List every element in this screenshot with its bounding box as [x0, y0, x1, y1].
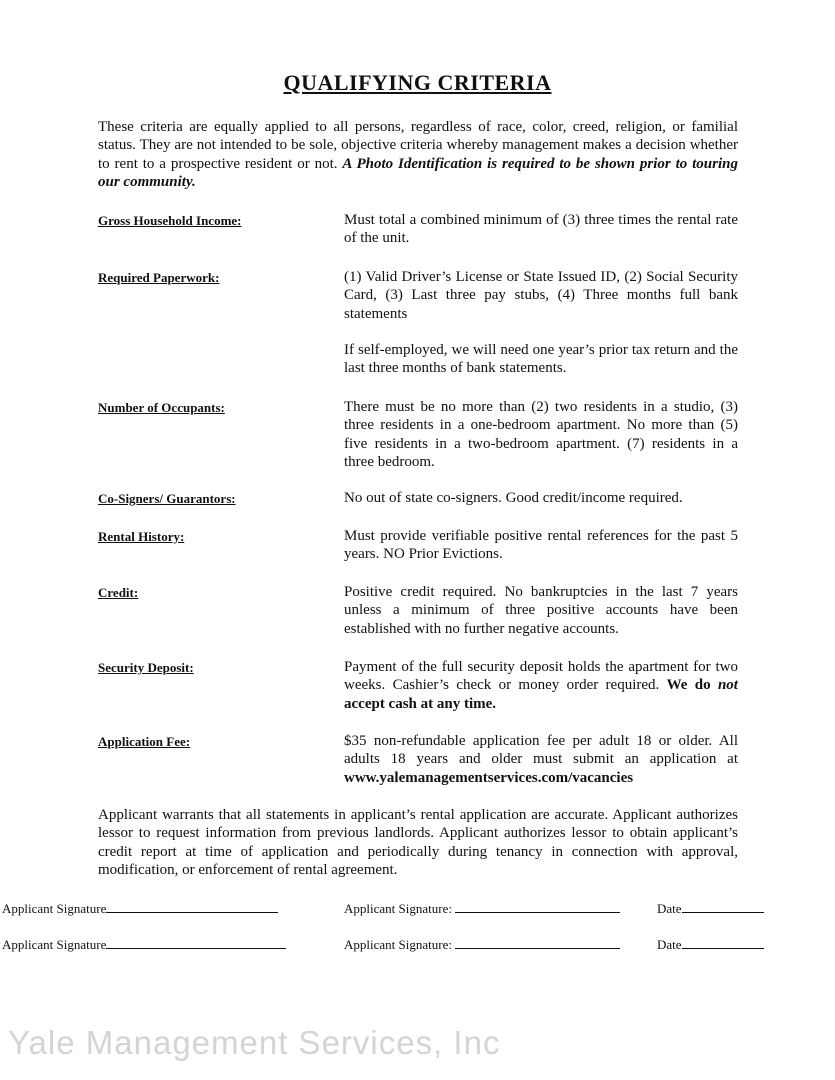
signature-line[interactable] [455, 900, 620, 913]
rental-history-label: Rental History: [98, 529, 185, 544]
signature-label: Applicant Signature: [344, 937, 452, 952]
credit-text: Positive credit required. No bankruptcies in the last 7 years unless a minimum of three positive accounts have been established with no further negative accounts. [344, 584, 738, 637]
deposit-bold-2: accept cash at any time. [344, 695, 497, 712]
cosigners-label: Co-Signers/ Guarantors: [98, 491, 236, 506]
date-label: Date [657, 937, 682, 952]
signature-label: Applicant Signature [2, 937, 107, 952]
signature-line[interactable] [455, 936, 620, 949]
page-title: QUALIFYING CRITERIA [283, 70, 552, 95]
warrant-paragraph: Applicant warrants that all statements in applicant’s rental application are accurate. Applicant authorizes lessor to request information from previous landlords. Applicant authorizes lessor to obtain applicant’s credit report at time of application and periodically during tenancy in connection with approval, modification, or enforcement of rental agreement. [98, 807, 738, 878]
fee-label: Application Fee: [98, 734, 191, 749]
rental-history-text: Must provide verifiable positive rental references for the past 5 years. NO Prior Evictions. [344, 528, 738, 563]
intro-text: These criteria are equally applied to all persons, regardless of race, color, creed, religion, or familial status. They are not intended to be sole, objective criteria whereby management makes a decision whether to rent to a prospective resident or not. [98, 119, 738, 172]
paperwork-label: Required Paperwork: [98, 270, 220, 285]
signature-row-2-left [2, 936, 286, 953]
date-label: Date [657, 901, 682, 916]
occupants-text: There must be no more than (2) two residents in a studio, (3) three residents in a one-bedroom apartment. No more than (5) five residents in a two-bedroom apartment. (7) residents in a three bedroom. [344, 399, 738, 470]
fee-text [344, 732, 738, 787]
income-text: Must total a combined minimum of (3) three times the rental rate of the unit. [344, 212, 738, 247]
signature-row-1-right [344, 900, 620, 917]
signature-label: Applicant Signature [2, 901, 107, 916]
deposit-label: Security Deposit: [98, 660, 194, 675]
cosigners-text: No out of state co-signers. Good credit/income required. [344, 490, 683, 506]
date-line[interactable] [682, 900, 764, 913]
occupants-label: Number of Occupants: [98, 400, 225, 415]
signature-label: Applicant Signature: [344, 901, 452, 916]
deposit-bold-italic: not [717, 677, 738, 694]
deposit-bold-1: We do [666, 677, 718, 694]
paperwork-text: (1) Valid Driver’s License or State Issued ID, (2) Social Security Card, (3) Last three pay stubs, (4) Three months full bank statements [344, 269, 738, 322]
self-employed-text: If self-employed, we will need one year’s prior tax return and the last three months of bank statements. [344, 342, 738, 377]
signature-line[interactable] [106, 936, 286, 949]
fee-text-plain: $35 non-refundable application fee per adult 18 or older. All adults 18 years and older must submit an application at [344, 733, 738, 768]
signature-line[interactable] [106, 900, 278, 913]
company-watermark: Yale Management Services, Inc [8, 1024, 501, 1061]
date-line[interactable] [682, 936, 764, 949]
vacancies-url: www.yalemanagementservices.com/vacancies [344, 769, 634, 786]
credit-label: Credit: [98, 585, 139, 600]
income-label: Gross Household Income: [98, 213, 242, 228]
signature-row-1-left [2, 900, 278, 917]
date-row-2 [657, 936, 764, 953]
deposit-text-plain: Payment of the full security deposit holds the apartment for two weeks. Cashier’s check or money order required. [344, 659, 738, 694]
intro-paragraph [98, 118, 738, 191]
photo-id-notice: A Photo Identification is required to be shown prior to touring our community. [98, 155, 738, 190]
signature-row-2-right [344, 936, 620, 953]
deposit-text [344, 658, 738, 713]
date-row-1 [657, 900, 764, 917]
